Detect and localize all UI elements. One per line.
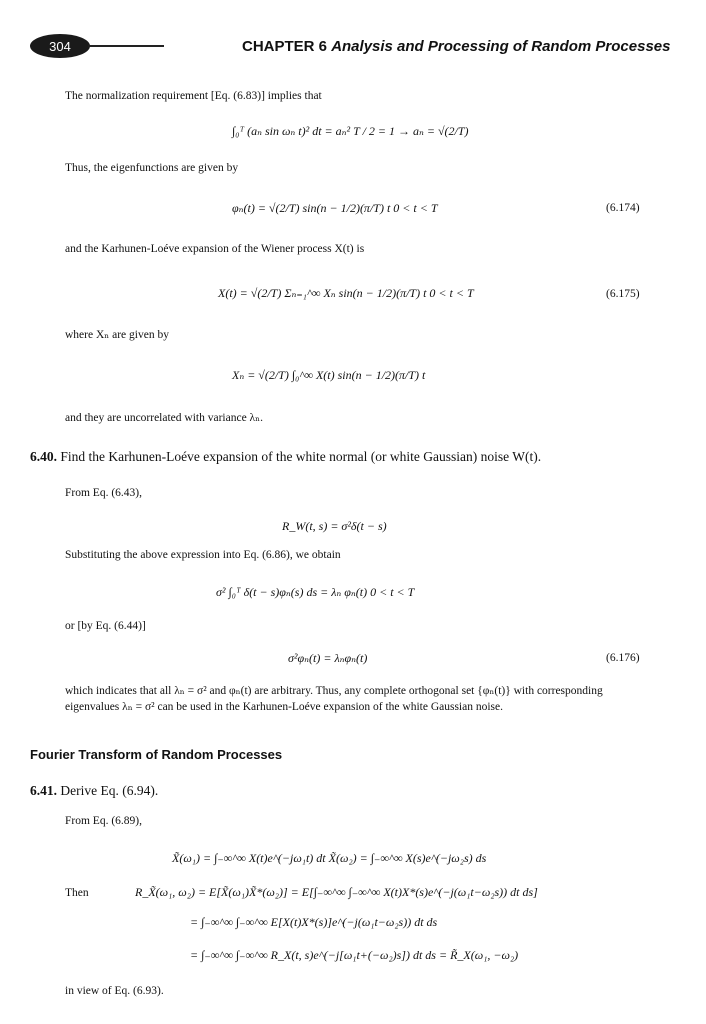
chapter-title: Analysis and Processing of Random Processes — [331, 38, 671, 55]
text-line: From Eq. (6.43), — [65, 487, 142, 499]
equation-step-3: = ∫₋∞^∞ ∫₋∞^∞ R_X(t, s)e^(−j[ω₁t+(−ω₂)s]) dt ds = R̃_X(ω₁, −ω₂) — [190, 948, 519, 962]
page-number: 304 — [49, 38, 71, 54]
chapter-label: CHAPTER 6 — [242, 38, 328, 55]
text-line: which indicates that all λₙ = σ² and φₙ(t) are arbitrary. Thus, any complete orthogonal set {φₙ(t)} with corresponding — [65, 685, 603, 697]
text-line: Substituting the above expression into Eq. (6.86), we obtain — [65, 549, 341, 561]
text-line: and they are uncorrelated with variance λₙ. — [65, 412, 263, 424]
text-line: in view of Eq. (6.93). — [65, 985, 164, 997]
equation-6-174: φₙ(t) = √(2/T) sin(n − 1/2)(π/T) t 0 < t < T — [232, 201, 438, 215]
problem-text: Find the Karhunen-Loéve expansion of the white normal (or white Gaussian) noise W(t). — [60, 449, 542, 464]
running-header — [242, 38, 670, 55]
page-number-badge — [30, 34, 90, 58]
problem-6-40 — [30, 449, 541, 465]
equation-rw: R_W(t, s) = σ²δ(t − s) — [282, 519, 387, 533]
header-rule — [88, 45, 164, 47]
equation-number: (6.174) — [606, 202, 640, 214]
then-label: Then — [65, 887, 89, 899]
equation-xn: Xₙ = √(2/T) ∫₀^∞ X(t) sin(n − 1/2)(π/T) t — [232, 368, 426, 382]
section-heading: Fourier Transform of Random Processes — [30, 747, 283, 762]
problem-6-41 — [30, 783, 158, 799]
equation-6-176: σ²φₙ(t) = λₙφₙ(t) — [288, 651, 368, 665]
equation-step-2: = ∫₋∞^∞ ∫₋∞^∞ E[X(t)X*(s)]e^(−j(ω₁t−ω₂s)) dt ds — [190, 915, 438, 929]
equation-normalization: ∫₀ᵀ (aₙ sin ωₙ t)² dt = aₙ² T / 2 = 1 → aₙ = √(2/T) — [232, 124, 469, 138]
equation-number: (6.175) — [606, 288, 640, 300]
text-line: or [by Eq. (6.44)] — [65, 620, 146, 632]
text-line: Thus, the eigenfunctions are given by — [65, 162, 239, 174]
equation-substitution: σ² ∫₀ᵀ δ(t − s)φₙ(s) ds = λₙ φₙ(t) 0 < t < T — [216, 585, 415, 599]
equation-number: (6.176) — [606, 652, 640, 664]
text-line: where Xₙ are given by — [65, 329, 169, 341]
text-line: The normalization requirement [Eq. (6.83)] implies that — [65, 90, 322, 102]
text-line: From Eq. (6.89), — [65, 815, 142, 827]
text-line: eigenvalues λₙ = σ² can be used in the Karhunen-Loéve expansion of the white Gaussian noise. — [65, 701, 503, 713]
equation-6-175: X(t) = √(2/T) Σₙ₌₁^∞ Xₙ sin(n − 1/2)(π/T) t 0 < t < T — [218, 286, 474, 300]
problem-text: Derive Eq. (6.94). — [60, 783, 159, 798]
problem-number: 6.40. — [30, 449, 57, 464]
problem-number: 6.41. — [30, 783, 57, 798]
text-line: and the Karhunen-Loéve expansion of the Wiener process X(t) is — [65, 243, 365, 255]
equation-autocorrelation: R_X̃(ω₁, ω₂) = E[X̃(ω₁)X̃*(ω₂)] = E[∫₋∞^∞ ∫₋∞^∞ X(t)X*(s)e^(−j(ω₁t−ω₂s)) dt ds] — [135, 885, 538, 899]
equation-fourier-transforms: X̃(ω₁) = ∫₋∞^∞ X(t)e^(−jω₁t) dt X̃(ω₂) = ∫₋∞^∞ X(s)e^(−jω₂s) ds — [172, 851, 487, 865]
